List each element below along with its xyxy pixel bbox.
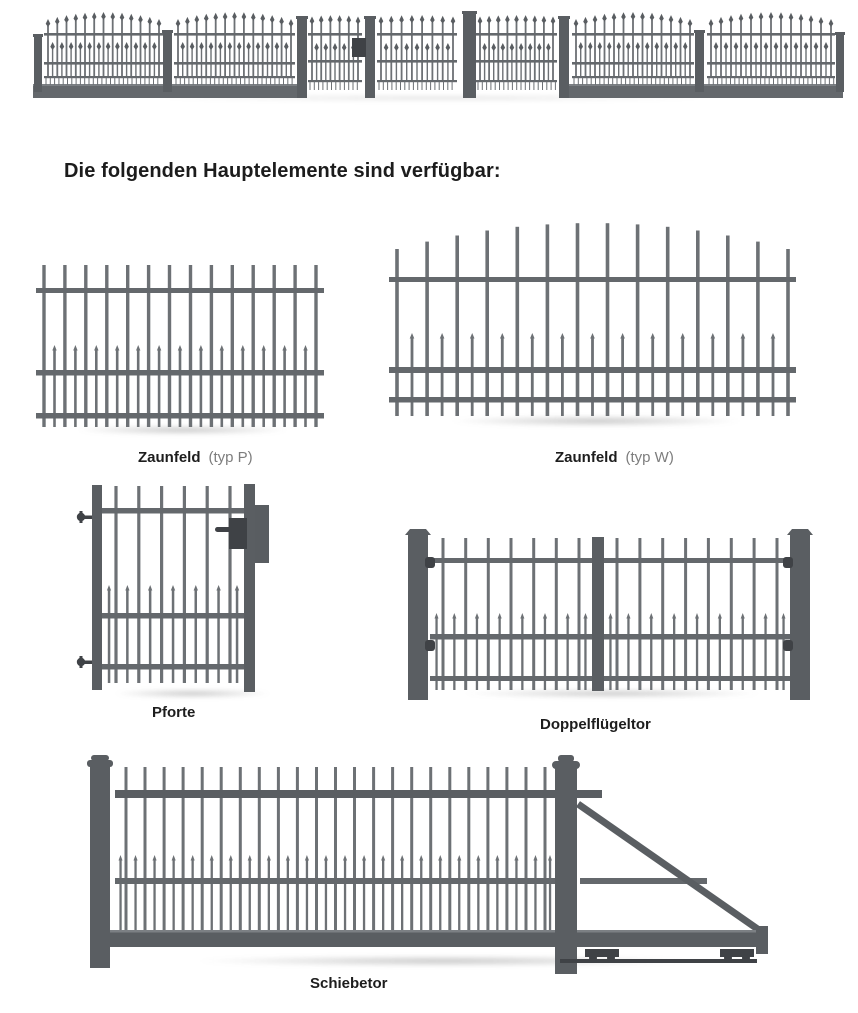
product-label-doppelfluegeltor (540, 716, 659, 733)
product-label-zaunfeld-p (138, 449, 253, 466)
zaunfeld-typ-p-drawing (30, 253, 330, 448)
page-heading: Die folgenden Hauptelemente sind verfügbar: (64, 160, 501, 182)
product-label-pforte (152, 704, 203, 721)
doppelfluegeltor-image (390, 528, 820, 708)
product-name: Doppelflügeltor (540, 716, 651, 733)
zaunfeld-typ-w-image (385, 218, 800, 428)
product-variant: (typ P) (208, 449, 253, 466)
schiebetor-drawing (80, 750, 802, 982)
doppelfluegeltor-drawing (390, 528, 820, 708)
pforte-image (70, 477, 295, 702)
product-variant: (typ W) (625, 449, 674, 466)
product-name: Zaunfeld (555, 449, 618, 466)
product-label-zaunfeld-w (555, 449, 674, 466)
zaunfeld-typ-w-drawing (385, 218, 800, 428)
pforte-drawing (70, 477, 295, 702)
fence-system-panorama-image (20, 6, 845, 106)
product-name: Pforte (152, 704, 196, 721)
product-name: Zaunfeld (138, 449, 201, 466)
product-label-schiebetor (310, 975, 396, 992)
zaunfeld-typ-p-image (30, 253, 330, 448)
schiebetor-image (80, 750, 802, 982)
fence-system-panorama-drawing (20, 6, 845, 106)
product-name: Schiebetor (310, 975, 388, 992)
